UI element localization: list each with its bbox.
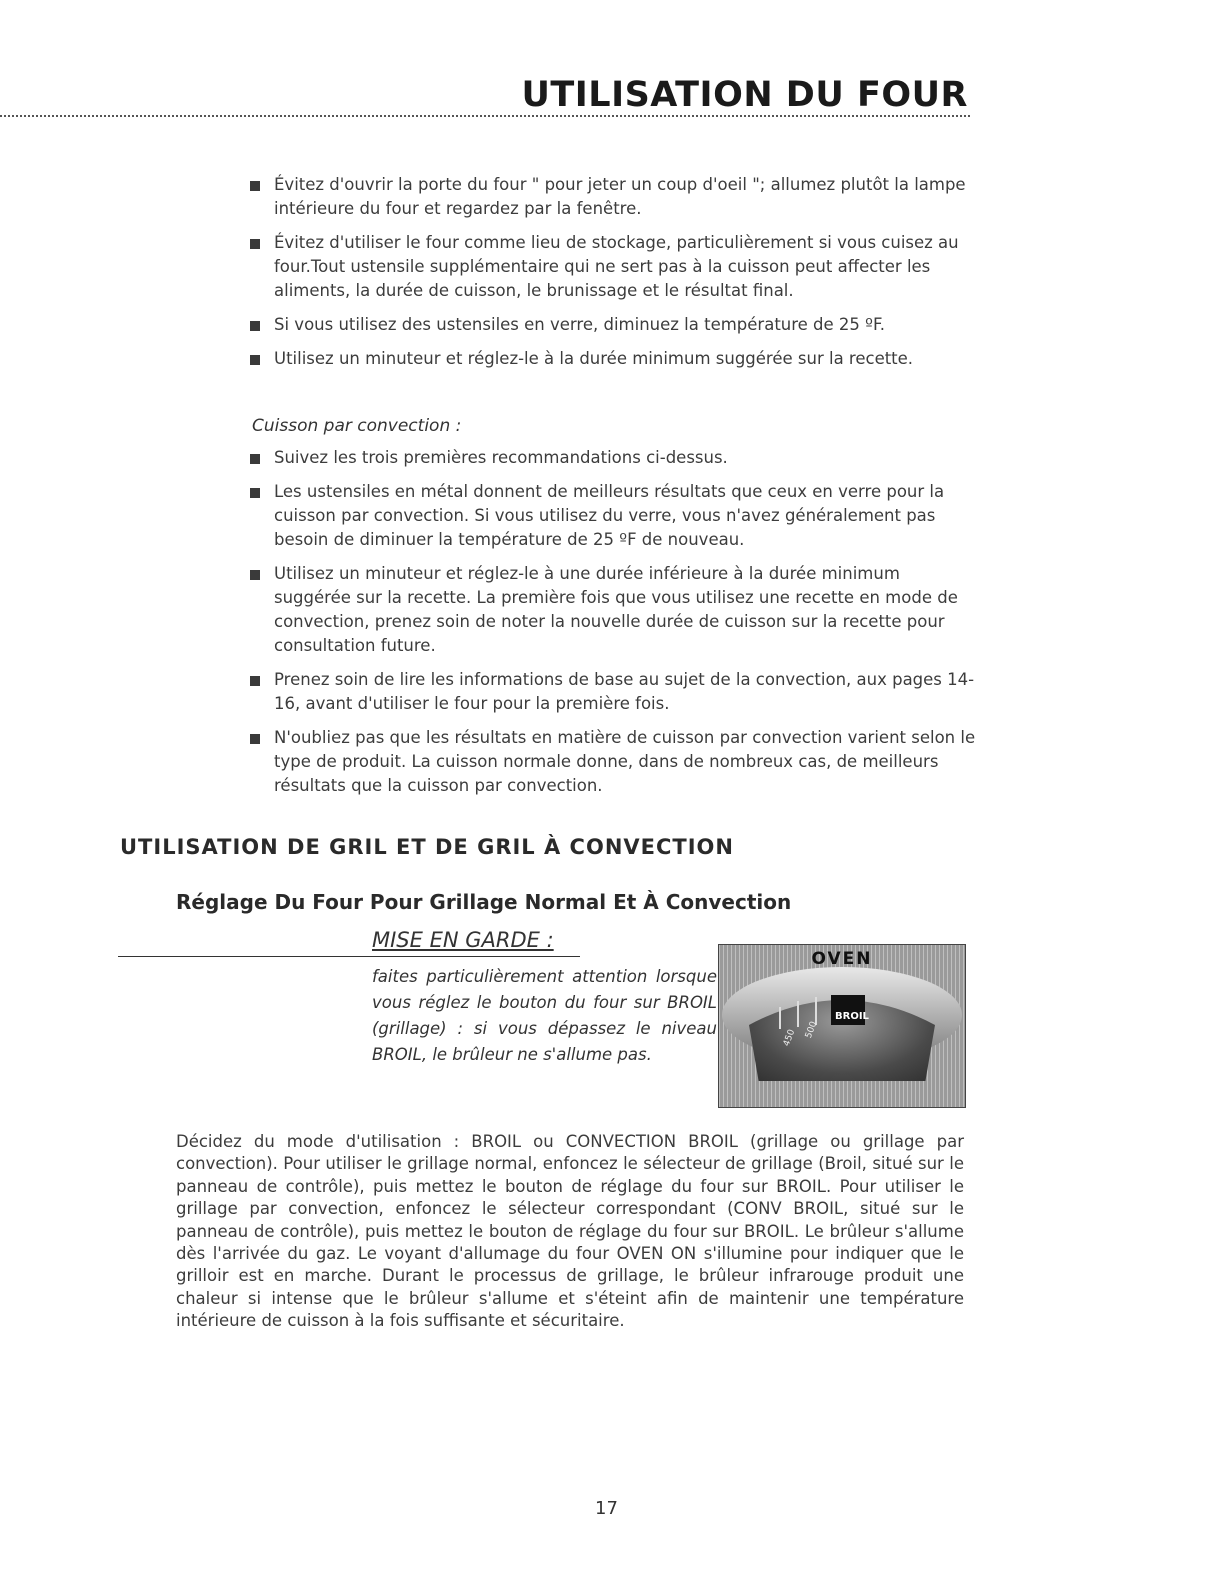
oven-knob-illustration <box>719 945 965 1107</box>
convection-tips-list <box>250 446 980 808</box>
knob-mark-500: 500 <box>803 1020 820 1040</box>
page-title: UTILISATION DU FOUR <box>521 75 968 115</box>
page-number: 17 <box>595 1498 618 1519</box>
bullet-icon <box>250 321 260 331</box>
bullet-icon <box>250 676 260 686</box>
convection-heading: Cuisson par convection : <box>252 416 462 436</box>
list-item: Prenez soin de lire les informations de base au sujet de la convection, aux pages 14-16, avant d'utiliser le four pour la première fois. <box>250 668 980 716</box>
knob-oven-label: OVEN <box>811 949 873 969</box>
bullet-icon <box>250 734 260 744</box>
header-rule <box>0 115 970 117</box>
caution-rule <box>118 956 580 957</box>
section-title: UTILISATION DE GRIL ET DE GRIL À CONVECTION <box>120 835 734 859</box>
bullet-icon <box>250 454 260 464</box>
oven-tips-list <box>250 173 980 381</box>
subsection-title: Réglage Du Four Pour Grillage Normal Et À Convection <box>176 890 792 914</box>
caution-text: faites particulièrement attention lorsque vous réglez le bouton du four sur BROIL (grillage) : si vous dépassez le niveau BROIL, le brûleur ne s'allume pas. <box>372 967 717 1064</box>
bullet-icon <box>250 488 260 498</box>
list-item: Évitez d'utiliser le four comme lieu de stockage, particulièrement si vous cuisez au four.Tout ustensile supplémentaire qui ne sert pas à la cuisson peut affecter les aliments, la durée de cuisson, le brunissage et le résultat final. <box>250 231 980 303</box>
bullet-icon <box>250 570 260 580</box>
list-item: N'oubliez pas que les résultats en matière de cuisson par convection varient selon le type de produit. La cuisson normale donne, dans de nombreux cas, de meilleurs résultats que la cuisson par convection. <box>250 726 980 798</box>
bullet-icon <box>250 355 260 365</box>
caution-title: MISE EN GARDE : <box>372 928 554 952</box>
list-item: Évitez d'ouvrir la porte du four " pour jeter un coup d'oeil "; allumez plutôt la lampe intérieure du four et regardez par la fenêtre. <box>250 173 980 221</box>
list-item: Si vous utilisez des ustensiles en verre, diminuez la température de 25 ºF. <box>250 313 980 337</box>
knob-mark-450: 450 <box>781 1028 798 1048</box>
list-item: Utilisez un minuteur et réglez-le à la durée minimum suggérée sur la recette. <box>250 347 980 371</box>
knob-broil-label: BROIL <box>835 1011 869 1022</box>
bullet-icon <box>250 239 260 249</box>
oven-knob-photo <box>718 944 966 1108</box>
list-item: Utilisez un minuteur et réglez-le à une durée inférieure à la durée minimum suggérée sur la recette. La première fois que vous utilisez une recette en mode de convection, prenez soin de noter la nouvelle durée de cuisson sur la recette pour consultation future. <box>250 562 980 658</box>
list-item: Les ustensiles en métal donnent de meilleurs résultats que ceux en verre pour la cuisson par convection. Si vous utilisez du verre, vous n'avez généralement pas besoin de diminuer la température de 25 ºF de nouveau. <box>250 480 980 552</box>
bullet-icon <box>250 181 260 191</box>
list-item: Suivez les trois premières recommandations ci-dessus. <box>250 446 980 470</box>
broil-instructions: Décidez du mode d'utilisation : BROIL ou CONVECTION BROIL (grillage ou grillage par convection). Pour utiliser le grillage normal, enfoncez le sélecteur de grillage (Broil, situé sur le panneau de contrôle), puis mettez le bouton de réglage du four sur BROIL. Pour utiliser le grillage par convection, enfoncez le sélecteur correspondant (CONV BROIL, situé sur le panneau de contrôle), puis mettez le bouton de réglage du four sur BROIL. Le brûleur s'allume dès l'arrivée du gaz. Le voyant d'allumage du four OVEN ON s'illumine pour indiquer que le grilloir est en marche. Durant le processus de grillage, le brûleur infrarouge produit une chaleur si intense que le brûleur s'allume et s'éteint afin de maintenir une température intérieure de cuisson à la fois suffisante et sécuritaire. <box>176 1132 964 1331</box>
